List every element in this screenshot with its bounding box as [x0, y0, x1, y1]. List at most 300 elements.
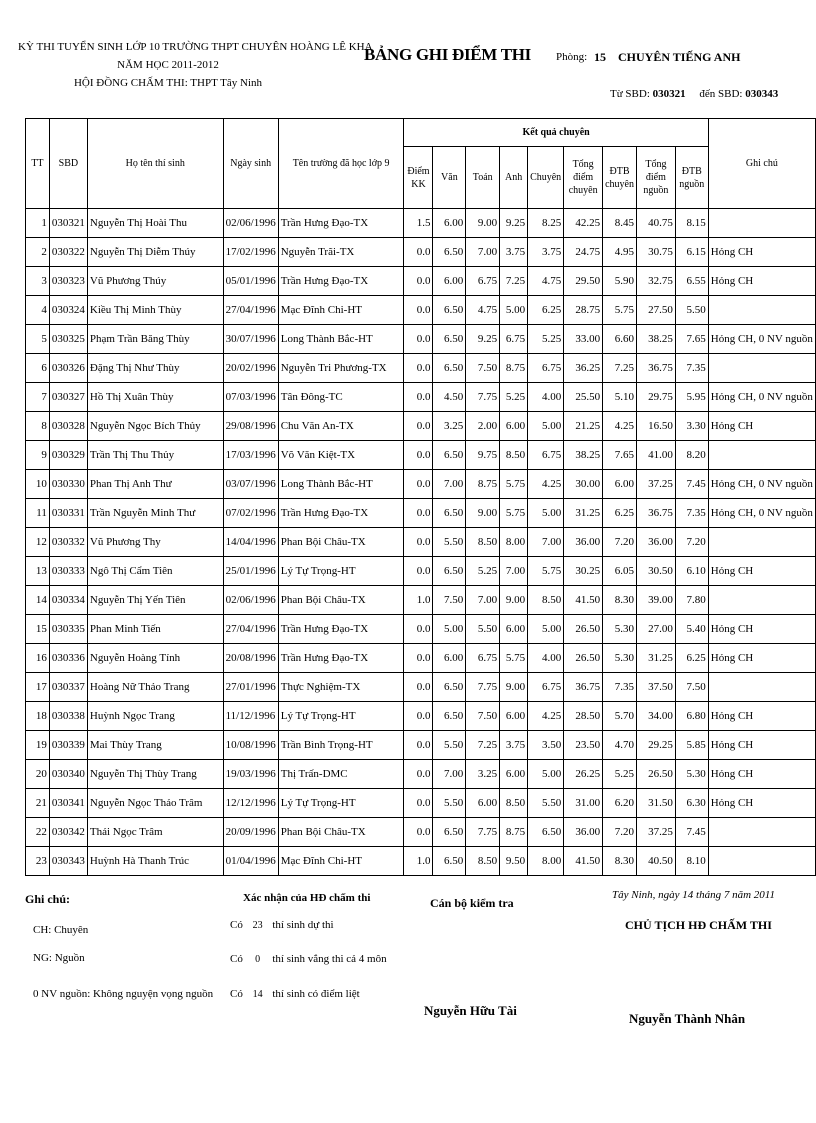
co-label: Có [230, 988, 243, 1000]
cell-anh: 6.00 [500, 412, 528, 441]
cell-kk: 0.0 [404, 441, 433, 470]
cell-anh: 3.75 [500, 238, 528, 267]
cell-sbd: 030333 [49, 557, 87, 586]
col-sbd: SBD [49, 119, 87, 209]
legend-ng: NG: Nguồn [33, 952, 85, 964]
cell-tong-chuyen: 30.00 [564, 470, 603, 499]
cell-anh: 6.00 [500, 760, 528, 789]
cell-tong-chuyen: 36.00 [564, 818, 603, 847]
cell-dtb-nguon: 7.50 [675, 673, 708, 702]
cell-name: Thái Ngọc Trâm [87, 818, 223, 847]
cell-dob: 20/08/1996 [223, 644, 278, 673]
cell-toan: 6.75 [466, 267, 500, 296]
cell-note [708, 586, 815, 615]
cell-note [708, 209, 815, 238]
cell-toan: 7.75 [466, 383, 500, 412]
cell-chuyen: 6.50 [528, 818, 564, 847]
cell-tong-chuyen: 28.75 [564, 296, 603, 325]
cell-dtb-nguon: 5.30 [675, 760, 708, 789]
table-row [26, 789, 816, 818]
cell-dob: 29/08/1996 [223, 412, 278, 441]
cell-dob: 25/01/1996 [223, 557, 278, 586]
table-row [26, 557, 816, 586]
cell-toan: 7.00 [466, 586, 500, 615]
cell-chuyen: 4.00 [528, 383, 564, 412]
cell-dob: 17/03/1996 [223, 441, 278, 470]
table-row [26, 412, 816, 441]
cell-anh: 7.00 [500, 557, 528, 586]
cell-school: Trần Hưng Đạo-TX [278, 499, 404, 528]
cell-toan: 7.75 [466, 818, 500, 847]
cell-tong-nguon: 39.00 [636, 586, 675, 615]
cell-sbd: 030328 [49, 412, 87, 441]
cell-kk: 0.0 [404, 731, 433, 760]
cell-school: Chu Văn An-TX [278, 412, 404, 441]
exam-name: KỲ THI TUYỂN SINH LỚP 10 TRƯỜNG THPT CHUYÊN HOÀNG LÊ KHA [18, 41, 373, 53]
cell-tt: 15 [26, 615, 50, 644]
cell-tong-chuyen: 30.25 [564, 557, 603, 586]
cell-van: 6.50 [433, 847, 466, 876]
cell-dtb-nguon: 6.55 [675, 267, 708, 296]
cell-dtb-nguon: 3.30 [675, 412, 708, 441]
legend-nv: 0 NV nguồn: Không nguyện vọng nguồn [33, 988, 214, 1000]
cell-tong-nguon: 38.25 [636, 325, 675, 354]
cell-tong-chuyen: 21.25 [564, 412, 603, 441]
table-row [26, 267, 816, 296]
cell-sbd: 030341 [49, 789, 87, 818]
cell-dtb-chuyen: 6.25 [603, 499, 637, 528]
cell-chuyen: 5.00 [528, 412, 564, 441]
cell-chuyen: 3.50 [528, 731, 564, 760]
cell-kk: 0.0 [404, 499, 433, 528]
cell-tt: 14 [26, 586, 50, 615]
cell-dob: 02/06/1996 [223, 209, 278, 238]
cell-chuyen: 5.00 [528, 760, 564, 789]
cell-chuyen: 5.50 [528, 789, 564, 818]
table-row [26, 644, 816, 673]
col-dob: Ngày sinh [223, 119, 278, 209]
cell-van: 6.00 [433, 209, 466, 238]
cell-van: 6.50 [433, 325, 466, 354]
cell-van: 6.50 [433, 557, 466, 586]
table-row [26, 818, 816, 847]
cell-note: Hỏng CH, 0 NV nguồn [708, 383, 815, 412]
table-row [26, 499, 816, 528]
cell-tong-nguon: 27.00 [636, 615, 675, 644]
cell-dob: 07/02/1996 [223, 499, 278, 528]
cell-chuyen: 5.00 [528, 615, 564, 644]
cell-dob: 01/04/1996 [223, 847, 278, 876]
legend-ch: CH: Chuyên [33, 924, 89, 936]
grading-council: HỘI ĐỒNG CHẤM THI: THPT Tây Ninh [73, 77, 263, 89]
cell-note [708, 818, 815, 847]
cell-dtb-nguon: 5.40 [675, 615, 708, 644]
cell-chuyen: 3.75 [528, 238, 564, 267]
cell-kk: 0.0 [404, 557, 433, 586]
room-label: Phòng: [556, 51, 588, 63]
cell-toan: 9.25 [466, 325, 500, 354]
text-present: thí sinh dự thi [272, 919, 334, 931]
table-row [26, 528, 816, 557]
cell-van: 6.00 [433, 644, 466, 673]
cell-van: 6.50 [433, 702, 466, 731]
cell-tt: 2 [26, 238, 50, 267]
cell-van: 7.00 [433, 470, 466, 499]
cell-name: Kiều Thị Minh Thùy [87, 296, 223, 325]
cell-dtb-nguon: 8.20 [675, 441, 708, 470]
cell-tong-nguon: 40.50 [636, 847, 675, 876]
cell-note: Hỏng CH [708, 412, 815, 441]
cell-tong-nguon: 40.75 [636, 209, 675, 238]
cell-school: Lý Tự Trọng-HT [278, 557, 404, 586]
cell-name: Nguyễn Ngọc Bích Thủy [87, 412, 223, 441]
table-row [26, 673, 816, 702]
cell-van: 6.50 [433, 818, 466, 847]
checker-title: Cán bộ kiểm tra [430, 896, 514, 910]
cell-note: Hỏng CH [708, 238, 815, 267]
cell-sbd: 030339 [49, 731, 87, 760]
cell-sbd: 030329 [49, 441, 87, 470]
cell-dtb-nguon: 5.50 [675, 296, 708, 325]
cell-chuyen: 6.75 [528, 673, 564, 702]
cell-school: Phan Bội Châu-TX [278, 586, 404, 615]
cell-dtb-nguon: 5.85 [675, 731, 708, 760]
cell-kk: 0.0 [404, 789, 433, 818]
col-dtb-chuyen: ĐTB chuyên [603, 147, 637, 209]
cell-sbd: 030335 [49, 615, 87, 644]
from-sbd: 030321 [652, 88, 686, 100]
table-row [26, 586, 816, 615]
cell-anh: 3.75 [500, 731, 528, 760]
table-row [26, 470, 816, 499]
cell-tt: 16 [26, 644, 50, 673]
col-note: Ghi chú [708, 119, 815, 209]
cell-tong-nguon: 31.50 [636, 789, 675, 818]
cell-van: 6.50 [433, 673, 466, 702]
cell-chuyen: 4.00 [528, 644, 564, 673]
cell-tong-chuyen: 29.50 [564, 267, 603, 296]
cell-sbd: 030337 [49, 673, 87, 702]
cell-toan: 8.75 [466, 470, 500, 499]
cell-tong-nguon: 30.50 [636, 557, 675, 586]
cell-kk: 0.0 [404, 296, 433, 325]
cell-dtb-chuyen: 6.05 [603, 557, 637, 586]
cell-kk: 0.0 [404, 702, 433, 731]
cell-dob: 17/02/1996 [223, 238, 278, 267]
cell-toan: 9.00 [466, 209, 500, 238]
chair-name: Nguyễn Thành Nhân [629, 1011, 746, 1026]
cell-anh: 9.25 [500, 209, 528, 238]
cell-school: Trần Hưng Đạo-TX [278, 615, 404, 644]
cell-kk: 0.0 [404, 760, 433, 789]
cell-anh: 8.50 [500, 441, 528, 470]
checker-name: Nguyễn Hữu Tài [424, 1003, 517, 1018]
cell-van: 5.50 [433, 789, 466, 818]
cell-van: 6.50 [433, 441, 466, 470]
confirm-fail [230, 988, 360, 1000]
score-table [25, 118, 816, 876]
cell-tong-chuyen: 33.00 [564, 325, 603, 354]
cell-dob: 30/07/1996 [223, 325, 278, 354]
cell-school: Phan Bội Châu-TX [278, 818, 404, 847]
cell-anh: 5.75 [500, 470, 528, 499]
cell-toan: 6.75 [466, 644, 500, 673]
cell-sbd: 030340 [49, 760, 87, 789]
cell-tt: 17 [26, 673, 50, 702]
cell-van: 5.00 [433, 615, 466, 644]
cell-school: Trần Bình Trọng-HT [278, 731, 404, 760]
cell-chuyen: 6.25 [528, 296, 564, 325]
cell-sbd: 030321 [49, 209, 87, 238]
cell-note: Hỏng CH [708, 702, 815, 731]
cell-note [708, 847, 815, 876]
cell-anh: 5.75 [500, 499, 528, 528]
cell-dob: 11/12/1996 [223, 702, 278, 731]
cell-tong-chuyen: 36.00 [564, 528, 603, 557]
cell-dob: 27/01/1996 [223, 673, 278, 702]
room-name: CHUYÊN TIẾNG ANH [618, 50, 741, 64]
col-dtb-nguon: ĐTB nguồn [675, 147, 708, 209]
cell-kk: 0.0 [404, 325, 433, 354]
cell-kk: 0.0 [404, 383, 433, 412]
cell-note: Hỏng CH [708, 760, 815, 789]
cell-dtb-chuyen: 7.20 [603, 818, 637, 847]
cell-anh: 8.50 [500, 789, 528, 818]
cell-tong-nguon: 37.25 [636, 818, 675, 847]
table-row [26, 325, 816, 354]
cell-tong-chuyen: 24.75 [564, 238, 603, 267]
cell-note: Hỏng CH, 0 NV nguồn [708, 470, 815, 499]
cell-dtb-chuyen: 8.30 [603, 847, 637, 876]
cell-dtb-nguon: 7.45 [675, 818, 708, 847]
cell-toan: 8.50 [466, 847, 500, 876]
cell-note: Hỏng CH [708, 644, 815, 673]
cell-dtb-chuyen: 8.30 [603, 586, 637, 615]
cell-van: 6.50 [433, 499, 466, 528]
cell-toan: 7.75 [466, 673, 500, 702]
cell-dtb-nguon: 6.10 [675, 557, 708, 586]
cell-dtb-nguon: 6.25 [675, 644, 708, 673]
cell-school: Mạc Đĩnh Chi-HT [278, 847, 404, 876]
cell-tong-chuyen: 23.50 [564, 731, 603, 760]
cell-dtb-chuyen: 5.75 [603, 296, 637, 325]
table-row [26, 731, 816, 760]
cell-name: Huỳnh Ngọc Trang [87, 702, 223, 731]
to-sbd-label: đến SBD: [699, 88, 743, 100]
cell-dtb-chuyen: 5.70 [603, 702, 637, 731]
cell-tong-nguon: 26.50 [636, 760, 675, 789]
cell-note: Hỏng CH, 0 NV nguồn [708, 325, 815, 354]
cell-sbd: 030334 [49, 586, 87, 615]
cell-kk: 0.0 [404, 644, 433, 673]
cell-tong-chuyen: 31.25 [564, 499, 603, 528]
cell-tt: 20 [26, 760, 50, 789]
col-result-group: Kết quả chuyên [404, 119, 708, 147]
cell-anh: 8.75 [500, 818, 528, 847]
cell-dob: 20/02/1996 [223, 354, 278, 383]
cell-anh: 7.25 [500, 267, 528, 296]
cell-name: Nguyễn Thị Diễm Thúy [87, 238, 223, 267]
count-fail: 14 [252, 989, 263, 1000]
notes-title: Ghi chú: [25, 892, 71, 906]
cell-name: Huỳnh Hà Thanh Trúc [87, 847, 223, 876]
cell-dtb-chuyen: 5.30 [603, 644, 637, 673]
cell-dtb-nguon: 7.45 [675, 470, 708, 499]
cell-anh: 6.00 [500, 702, 528, 731]
cell-tong-nguon: 36.00 [636, 528, 675, 557]
cell-kk: 1.5 [404, 209, 433, 238]
cell-tt: 21 [26, 789, 50, 818]
cell-note [708, 296, 815, 325]
cell-dtb-chuyen: 7.20 [603, 528, 637, 557]
cell-toan: 5.25 [466, 557, 500, 586]
col-toan: Toán [466, 147, 500, 209]
cell-tong-nguon: 29.75 [636, 383, 675, 412]
cell-chuyen: 5.25 [528, 325, 564, 354]
cell-tong-nguon: 29.25 [636, 731, 675, 760]
cell-chuyen: 6.75 [528, 354, 564, 383]
cell-school: Lý Tự Trọng-HT [278, 789, 404, 818]
cell-sbd: 030323 [49, 267, 87, 296]
cell-tt: 9 [26, 441, 50, 470]
cell-name: Nguyễn Thị Hoài Thu [87, 209, 223, 238]
col-tong-nguon: Tổng điểm nguồn [636, 147, 675, 209]
cell-dtb-nguon: 6.15 [675, 238, 708, 267]
cell-name: Phan Thị Anh Thư [87, 470, 223, 499]
cell-dtb-chuyen: 6.00 [603, 470, 637, 499]
cell-sbd: 030336 [49, 644, 87, 673]
cell-note: Hỏng CH [708, 267, 815, 296]
cell-name: Nguyễn Ngọc Thảo Trâm [87, 789, 223, 818]
cell-tong-chuyen: 42.25 [564, 209, 603, 238]
cell-name: Hồ Thị Xuân Thùy [87, 383, 223, 412]
cell-toan: 7.25 [466, 731, 500, 760]
confirm-absent [230, 953, 387, 965]
cell-sbd: 030338 [49, 702, 87, 731]
cell-tong-nguon: 34.00 [636, 702, 675, 731]
cell-dtb-nguon: 7.35 [675, 354, 708, 383]
cell-note: Hỏng CH, 0 NV nguồn [708, 499, 815, 528]
cell-name: Nguyễn Hoàng Tính [87, 644, 223, 673]
cell-kk: 0.0 [404, 615, 433, 644]
cell-tt: 7 [26, 383, 50, 412]
to-sbd: 030343 [745, 88, 779, 100]
cell-dtb-nguon: 7.20 [675, 528, 708, 557]
cell-tong-chuyen: 36.25 [564, 354, 603, 383]
col-anh: Anh [500, 147, 528, 209]
cell-sbd: 030331 [49, 499, 87, 528]
cell-toan: 6.00 [466, 789, 500, 818]
from-sbd-label: Từ SBD: [610, 88, 650, 100]
cell-toan: 9.00 [466, 499, 500, 528]
cell-name: Trần Thị Thu Thủy [87, 441, 223, 470]
cell-chuyen: 8.00 [528, 847, 564, 876]
cell-dob: 10/08/1996 [223, 731, 278, 760]
cell-kk: 1.0 [404, 847, 433, 876]
cell-chuyen: 5.00 [528, 499, 564, 528]
cell-sbd: 030324 [49, 296, 87, 325]
cell-dtb-nguon: 7.65 [675, 325, 708, 354]
page-title: BẢNG GHI ĐIỂM THI [364, 45, 531, 64]
cell-school: Thị Trấn-DMC [278, 760, 404, 789]
cell-chuyen: 7.00 [528, 528, 564, 557]
cell-toan: 8.50 [466, 528, 500, 557]
cell-anh: 5.75 [500, 644, 528, 673]
cell-kk: 0.0 [404, 470, 433, 499]
cell-tt: 10 [26, 470, 50, 499]
cell-name: Hoàng Nữ Thảo Trang [87, 673, 223, 702]
table-row [26, 383, 816, 412]
cell-tong-nguon: 36.75 [636, 354, 675, 383]
cell-tt: 11 [26, 499, 50, 528]
cell-tong-chuyen: 26.25 [564, 760, 603, 789]
cell-dtb-chuyen: 6.20 [603, 789, 637, 818]
cell-tong-nguon: 27.50 [636, 296, 675, 325]
cell-dob: 05/01/1996 [223, 267, 278, 296]
table-row [26, 209, 816, 238]
cell-name: Trần Nguyễn Minh Thư [87, 499, 223, 528]
cell-toan: 3.25 [466, 760, 500, 789]
cell-dob: 07/03/1996 [223, 383, 278, 412]
cell-name: Đặng Thị Như Thùy [87, 354, 223, 383]
cell-tong-chuyen: 41.50 [564, 847, 603, 876]
cell-kk: 0.0 [404, 267, 433, 296]
cell-tt: 1 [26, 209, 50, 238]
cell-anh: 6.75 [500, 325, 528, 354]
cell-dob: 12/12/1996 [223, 789, 278, 818]
cell-dtb-chuyen: 8.45 [603, 209, 637, 238]
cell-school: Lý Tự Trọng-HT [278, 702, 404, 731]
cell-note [708, 673, 815, 702]
cell-dtb-chuyen: 6.60 [603, 325, 637, 354]
cell-toan: 7.50 [466, 702, 500, 731]
cell-dtb-nguon: 7.35 [675, 499, 708, 528]
text-absent: thí sinh vắng thi cả 4 môn [272, 953, 387, 965]
cell-dtb-nguon: 6.80 [675, 702, 708, 731]
cell-school: Trần Hưng Đạo-TX [278, 644, 404, 673]
cell-dtb-chuyen: 7.25 [603, 354, 637, 383]
cell-chuyen: 5.75 [528, 557, 564, 586]
cell-van: 4.50 [433, 383, 466, 412]
cell-chuyen: 6.75 [528, 441, 564, 470]
cell-dtb-chuyen: 5.25 [603, 760, 637, 789]
text-fail: thí sinh có điểm liệt [272, 988, 360, 1000]
cell-anh: 9.50 [500, 847, 528, 876]
cell-school: Trần Hưng Đạo-TX [278, 209, 404, 238]
col-tt: TT [26, 119, 50, 209]
chair-title: CHỦ TỊCH HĐ CHẤM THI [625, 918, 772, 932]
cell-dtb-chuyen: 4.70 [603, 731, 637, 760]
cell-dtb-chuyen: 7.65 [603, 441, 637, 470]
cell-tong-chuyen: 38.25 [564, 441, 603, 470]
cell-name: Phan Minh Tiến [87, 615, 223, 644]
cell-anh: 9.00 [500, 586, 528, 615]
cell-tt: 23 [26, 847, 50, 876]
cell-tong-nguon: 16.50 [636, 412, 675, 441]
cell-sbd: 030332 [49, 528, 87, 557]
cell-school: Võ Văn Kiệt-TX [278, 441, 404, 470]
cell-sbd: 030343 [49, 847, 87, 876]
cell-van: 6.50 [433, 296, 466, 325]
cell-sbd: 030342 [49, 818, 87, 847]
sign-date: Tây Ninh, ngày 14 tháng 7 năm 2011 [612, 889, 775, 901]
cell-name: Nguyễn Thị Thùy Trang [87, 760, 223, 789]
cell-dtb-chuyen: 5.10 [603, 383, 637, 412]
cell-chuyen: 4.75 [528, 267, 564, 296]
cell-chuyen: 4.25 [528, 702, 564, 731]
cell-sbd: 030330 [49, 470, 87, 499]
cell-tong-chuyen: 36.75 [564, 673, 603, 702]
